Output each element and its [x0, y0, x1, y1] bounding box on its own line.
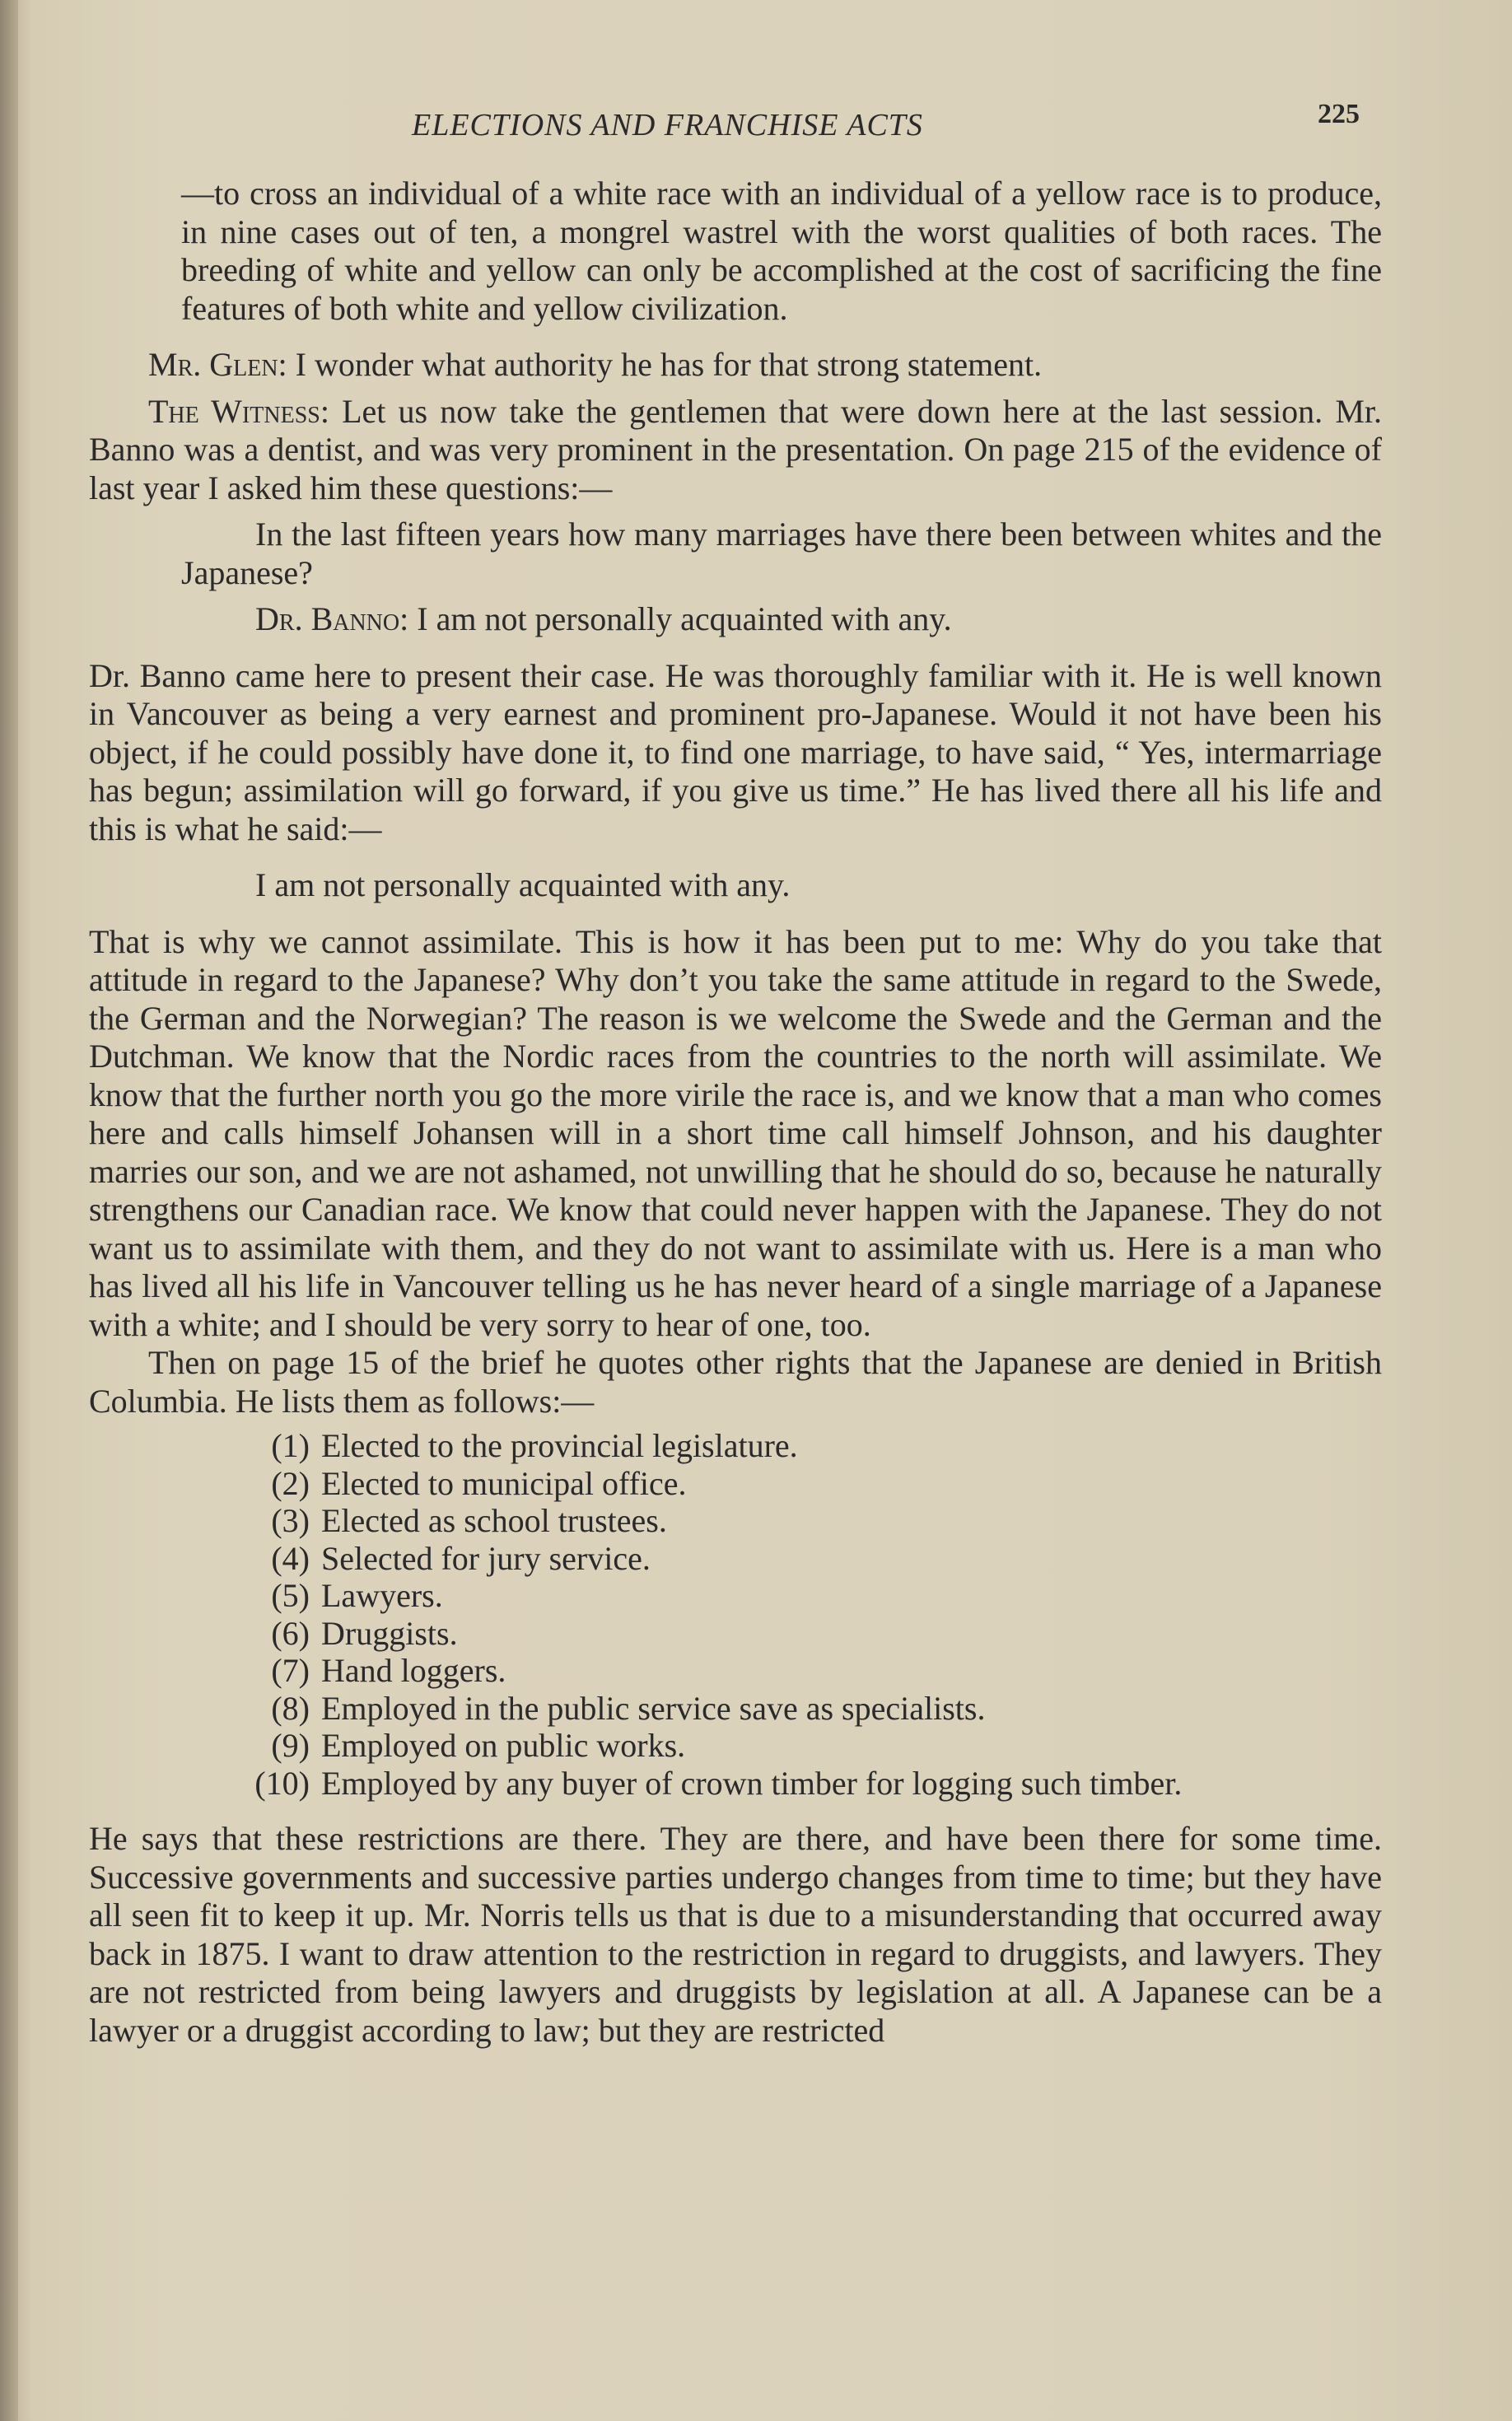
list-item: [89, 1652, 1382, 1690]
list-item: [89, 1690, 1382, 1728]
list-item-text: Druggists.: [321, 1614, 458, 1652]
list-item-number: (2): [271, 1464, 310, 1502]
paragraph: He says that these restrictions are there. They are there, and have been there for some time. Successive governments and successive parties undergo changes from time to time; but they have all seen fit to keep it up. Mr. Norris tells us that is due to a misunderstanding that occurred away back in 1875. I want to draw attention to the restriction in regard to druggists, and lawyers. They are not restricted from being lawyers and druggists by legislation at all. A Japanese can be a lawyer or a druggist according to law; but they are restricted: [89, 1820, 1382, 2049]
list-item-text: Lawyers.: [321, 1577, 443, 1614]
list-item: [89, 1765, 1382, 1803]
list-item-number: (4): [271, 1539, 310, 1577]
paragraph: Dr. Banno came here to present their case. He was thoroughly familiar with it. He is well known in Vancouver as being a very earnest and prominent pro-Japanese. Would it not have been his object, if he could possibly have done it, to find one marriage, to have said, “ Yes, intermarriage has begun; assimilation will go forward, if you give us time.” He has lived there all his life and this is what he said:—: [89, 656, 1382, 847]
list-item-number: (7): [271, 1652, 310, 1689]
list-item-number: (1): [271, 1427, 310, 1464]
list-item-text: Elected to the provincial legislature.: [321, 1427, 798, 1464]
list-item-number: (3): [271, 1502, 310, 1539]
paragraph-mr-glen: [89, 346, 1382, 385]
paragraph-witness: [89, 393, 1382, 508]
list-item: [89, 1502, 1382, 1540]
list-item-text: Elected as school trustees.: [321, 1502, 667, 1539]
list-item: [89, 1465, 1382, 1503]
list-item-number: (6): [271, 1614, 310, 1652]
list-item-text: Employed in the public service save as specialists.: [321, 1689, 986, 1727]
list-item-number: (8): [271, 1689, 310, 1727]
speaker-label: The Witness:: [148, 392, 329, 430]
quoted-question: In the last fifteen years how many marriages have there been between whites and the Japanese?: [181, 515, 1382, 591]
speaker-label: Mr. Glen:: [148, 346, 287, 383]
page-number: 225: [1318, 99, 1360, 129]
list-item-number: (10): [254, 1764, 310, 1802]
page-body: [89, 175, 1382, 2050]
paragraph: That is why we cannot assimilate. This is how it has been put to me: Why do you take that attitude in regard to the Japanese? Why don’t you take the same attitude in regard to the Swede, the German and the Norwegian? The reason is we welcome the Swede and the German and the Dutchman. We know that the Nordic races from the countries to the north will assimilate. We know that the further north you go the more virile the race is, and we know that a man who comes here and calls himself Johansen will in a short time call himself Johnson, and his daughter marries our son, and we are not ashamed, not unwilling that he should do so, because he naturally strengthens our Canadian race. We know that could never happen with the Japanese. They do not want us to assimilate with them, and they do not want to assimilate with us. Here is a man who has lived all his life in Vancouver telling us he has never heard of a single marriage of a Japanese with a white; and I should be very sorry to hear of one, too.: [89, 922, 1382, 1343]
paragraph-text: I wonder what authority he has for that strong statement.: [295, 346, 1043, 383]
restrictions-list: [89, 1427, 1382, 1802]
list-item: [89, 1540, 1382, 1578]
book-spine-shadow: [0, 0, 18, 2421]
paragraph: Then on page 15 of the brief he quotes other rights that the Japanese are denied in British Columbia. He lists them as follows:—: [89, 1344, 1382, 1420]
list-item-number: (9): [271, 1727, 310, 1764]
list-item-text: Selected for jury service.: [321, 1539, 651, 1577]
paragraph-text: Let us now take the gentlemen that were down here at the last session. Mr. Banno was a dentist, and was very prominent in the presentation. On page 215 of the evidence of last year I asked him these questions:—: [89, 392, 1382, 506]
list-item-text: Employed on public works.: [321, 1727, 686, 1764]
list-item: [89, 1727, 1382, 1765]
list-item-number: (5): [271, 1577, 310, 1614]
list-item: [89, 1427, 1382, 1465]
running-title: ELECTIONS AND FRANCHISE ACTS: [412, 108, 923, 142]
page-header: [0, 97, 1512, 147]
quoted-answer: [89, 600, 1382, 639]
list-item: [89, 1577, 1382, 1615]
paragraph-text: I am not personally acquainted with any.: [417, 600, 952, 637]
list-item-text: Employed by any buyer of crown timber for logging such timber.: [321, 1764, 1183, 1802]
speaker-label: Dr. Banno:: [255, 600, 409, 637]
quoted-passage: —to cross an individual of a white race with an individual of a yellow race is to produce, in nine cases out of ten, a mongrel wastrel with the worst qualities of both races. The breeding of white and yellow can only be accomplished at the cost of sacrificing the fine features of both white and yellow civilization.: [181, 175, 1382, 327]
list-item: [89, 1615, 1382, 1653]
list-item-text: Elected to municipal office.: [321, 1464, 687, 1502]
quoted-answer-repeat: I am not personally acquainted with any.: [255, 866, 791, 903]
list-item-text: Hand loggers.: [321, 1652, 506, 1689]
